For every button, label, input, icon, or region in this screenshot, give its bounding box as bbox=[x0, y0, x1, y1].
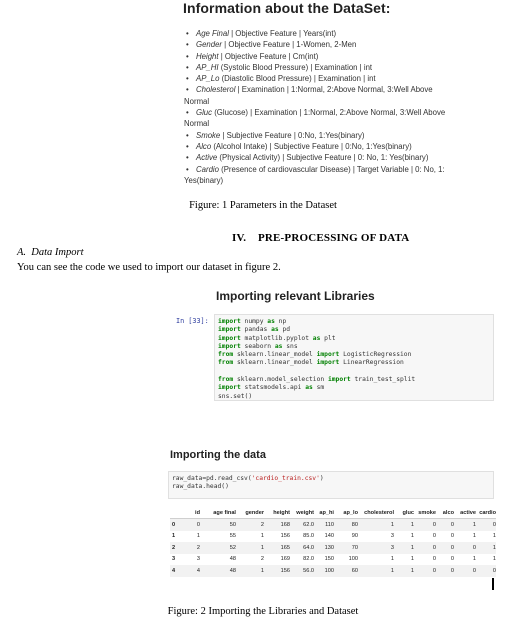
table-cell: 3 bbox=[358, 542, 394, 554]
bullet-icon: • bbox=[186, 153, 189, 163]
field-description: | Objective Feature | Cm(int) bbox=[218, 51, 319, 61]
table-cell: 2 bbox=[236, 519, 264, 531]
field-name: Cardio bbox=[196, 164, 219, 174]
bullet-icon: • bbox=[186, 108, 189, 118]
field-description: (Alcohol Intake) | Subjective Feature | 0:No, 1:Yes(binary) bbox=[211, 141, 412, 151]
text-cursor bbox=[492, 578, 494, 590]
field-name: Alco bbox=[196, 141, 212, 151]
field-description: (Physical Activity) | Subjective Feature | 0: No, 1: Yes(binary) bbox=[217, 153, 429, 163]
dataframe-table bbox=[170, 507, 496, 577]
code-line bbox=[218, 368, 490, 376]
dataset-field-item bbox=[184, 152, 484, 163]
table-cell: 0 bbox=[476, 519, 496, 531]
table-row bbox=[170, 519, 496, 531]
table-cell: 1 bbox=[454, 519, 476, 531]
dataset-field-item bbox=[184, 39, 484, 50]
field-name: Gender bbox=[196, 40, 223, 50]
field-name: AP_Lo bbox=[196, 74, 220, 84]
table-cell: 4 bbox=[182, 565, 200, 577]
table-cell: 1 bbox=[394, 542, 414, 554]
field-description-continued: Yes(binary) bbox=[184, 175, 224, 185]
column-header: gender bbox=[236, 507, 264, 519]
bullet-icon: • bbox=[186, 40, 189, 50]
table-cell: 0 bbox=[454, 565, 476, 577]
bullet-icon: • bbox=[186, 141, 189, 151]
table-cell: 90 bbox=[351, 533, 358, 540]
field-name: Height bbox=[196, 51, 219, 61]
table-row bbox=[170, 542, 496, 554]
body-paragraph: You can see the code we used to import our dataset in figure 2. bbox=[17, 262, 281, 273]
row-index: 1 bbox=[172, 533, 176, 540]
table-cell: 0 bbox=[454, 542, 476, 554]
table-cell: 1 bbox=[390, 556, 394, 563]
table-cell: 0 bbox=[432, 556, 436, 563]
row-index: 4 bbox=[170, 565, 182, 577]
dataset-field-item bbox=[184, 51, 484, 62]
table-cell: 1 bbox=[472, 533, 476, 540]
code-line: sns.set() bbox=[218, 392, 253, 400]
row-index: 2 bbox=[170, 542, 182, 554]
table-cell: 3 bbox=[196, 556, 200, 563]
table-cell: 100 bbox=[314, 565, 334, 577]
column-header: height bbox=[264, 507, 290, 519]
table-row bbox=[170, 565, 496, 577]
table-cell: 1 bbox=[410, 533, 414, 540]
field-description-continued: Normal bbox=[184, 96, 210, 106]
field-description: | Examination | 1:Normal, 2:Above Normal, 3:Well Above bbox=[235, 85, 433, 95]
column-header: ap_hi bbox=[314, 507, 334, 519]
bullet-icon: • bbox=[186, 74, 189, 84]
table-cell: 169 bbox=[280, 556, 290, 563]
field-name: Smoke bbox=[196, 130, 221, 140]
field-description-continued: Normal bbox=[184, 119, 210, 129]
dataset-field-item bbox=[184, 164, 484, 175]
table-cell: 140 bbox=[324, 533, 334, 540]
cell-prompt: In [33]: bbox=[176, 317, 209, 325]
bullet-icon: • bbox=[186, 130, 189, 140]
dataset-field-item bbox=[184, 130, 484, 141]
table-cell: 1 bbox=[394, 565, 414, 577]
column-header: active bbox=[454, 507, 476, 519]
libraries-heading: Importing relevant Libraries bbox=[216, 289, 375, 303]
table-cell: 70 bbox=[334, 542, 358, 554]
table-cell: 0 bbox=[476, 565, 496, 577]
field-name: Age Final bbox=[196, 29, 229, 38]
table-cell: 50 bbox=[200, 519, 236, 531]
column-header: smoke bbox=[414, 507, 436, 519]
dataset-info-title: Information about the DataSet: bbox=[183, 0, 391, 16]
code-cell-libraries[interactable] bbox=[214, 314, 494, 401]
table-cell: 156 bbox=[264, 565, 290, 577]
table-cell: 3 bbox=[390, 533, 394, 540]
field-description: | Objective Feature | Years(int) bbox=[228, 29, 337, 38]
table-cell: 1 bbox=[260, 533, 264, 540]
field-name: AP_HI bbox=[196, 62, 219, 72]
subsection-heading: A. Data Import bbox=[17, 247, 84, 258]
section-heading: IV. PRE-PROCESSING OF DATA bbox=[232, 232, 410, 244]
table-cell: 56.0 bbox=[290, 565, 314, 577]
bullet-icon: • bbox=[186, 85, 189, 95]
bullet-icon: • bbox=[186, 62, 189, 72]
table-cell: 55 bbox=[229, 533, 236, 540]
table-cell: 48 bbox=[200, 565, 236, 577]
table-cell: 48 bbox=[229, 556, 236, 563]
dataset-info-list bbox=[184, 28, 484, 186]
table-cell: 1 bbox=[358, 519, 394, 531]
field-description: (Systolic Blood Pressure) | Examination | int bbox=[218, 62, 373, 72]
field-name: Active bbox=[196, 153, 218, 163]
field-name: Cholesterol bbox=[196, 85, 236, 95]
table-cell: 0 bbox=[414, 519, 436, 531]
field-name: Gluc bbox=[196, 108, 213, 118]
column-header bbox=[170, 507, 182, 519]
code-line: import matplotlib.pyplot as plt bbox=[218, 334, 336, 342]
table-row bbox=[170, 531, 496, 543]
bullet-icon: • bbox=[186, 29, 189, 38]
code-line: from sklearn.linear_model import LinearRegression bbox=[218, 359, 404, 367]
table-cell: 1 bbox=[492, 533, 496, 540]
table-cell: 1 bbox=[476, 542, 496, 554]
bullet-icon: • bbox=[186, 164, 189, 174]
code-text bbox=[169, 472, 493, 495]
code-line: raw_data=pd.read_csv('cardio_train.csv') bbox=[172, 475, 324, 482]
row-index: 3 bbox=[172, 556, 176, 563]
table-cell: 1 bbox=[358, 565, 394, 577]
table-cell: 1 bbox=[196, 533, 200, 540]
code-line: raw_data.head() bbox=[172, 483, 229, 491]
table-cell: 2 bbox=[260, 556, 264, 563]
field-description: | Subjective Feature | 0:No, 1:Yes(binary) bbox=[220, 130, 365, 140]
column-header: alco bbox=[436, 507, 454, 519]
table-cell: 80 bbox=[334, 519, 358, 531]
table-cell: 156 bbox=[280, 533, 290, 540]
table-cell: 168 bbox=[264, 519, 290, 531]
table-cell: 52 bbox=[200, 542, 236, 554]
field-description: (Presence of cardiovascular Disease) | Target Variable | 0: No, 1: bbox=[218, 164, 445, 174]
code-line: import pandas as pd bbox=[218, 326, 291, 334]
field-description: (Glucose) | Examination | 1:Normal, 2:Above Normal, 3:Well Above bbox=[212, 108, 446, 118]
dataset-field-item bbox=[184, 62, 484, 73]
import-data-heading: Importing the data bbox=[170, 449, 266, 461]
dataset-field-item bbox=[184, 84, 484, 95]
column-header: ap_lo bbox=[334, 507, 358, 519]
field-description: (Diastolic Blood Pressure) | Examination | int bbox=[219, 74, 376, 84]
dataset-field-item bbox=[184, 141, 484, 152]
table-cell: 1 bbox=[492, 556, 496, 563]
table-cell: 0 bbox=[436, 542, 454, 554]
code-line: import numpy as np bbox=[218, 318, 287, 325]
code-line: from sklearn.model_selection import train_test_split bbox=[218, 376, 416, 384]
table-cell: 0 bbox=[414, 542, 436, 554]
figure-1-caption: Figure: 1 Parameters in the Dataset bbox=[189, 200, 337, 211]
table-cell: 130 bbox=[314, 542, 334, 554]
table-cell: 1 bbox=[236, 565, 264, 577]
table-row bbox=[170, 554, 496, 566]
figure-2-caption: Figure: 2 Importing the Libraries and Dataset bbox=[167, 606, 359, 617]
table-cell: 0 bbox=[432, 533, 436, 540]
table-cell: 2 bbox=[182, 542, 200, 554]
table-cell: 60 bbox=[334, 565, 358, 577]
table-cell: 0 bbox=[436, 519, 454, 531]
table-cell: 0 bbox=[450, 533, 454, 540]
bullet-icon: • bbox=[186, 51, 189, 61]
table-cell: 1 bbox=[472, 556, 476, 563]
table-cell: 0 bbox=[450, 556, 454, 563]
column-header: weight bbox=[290, 507, 314, 519]
column-header: id bbox=[182, 507, 200, 519]
table-cell: 1 bbox=[236, 542, 264, 554]
field-description: | Objective Feature | 1-Women, 2-Men bbox=[222, 40, 357, 50]
table-cell: 100 bbox=[348, 556, 358, 563]
column-header: cholesterol bbox=[358, 507, 394, 519]
table-cell: 110 bbox=[314, 519, 334, 531]
table-cell: 0 bbox=[182, 519, 200, 531]
table-cell: 82.0 bbox=[303, 556, 314, 563]
column-header: gluc bbox=[394, 507, 414, 519]
table-cell: 1 bbox=[394, 519, 414, 531]
column-header: cardio bbox=[476, 507, 496, 519]
dataset-field-item bbox=[184, 73, 484, 84]
column-header: age final bbox=[200, 507, 236, 519]
table-cell: 64.0 bbox=[290, 542, 314, 554]
dataset-field-item bbox=[184, 28, 484, 39]
table-cell: 165 bbox=[264, 542, 290, 554]
table-cell: 0 bbox=[414, 565, 436, 577]
code-line: import statsmodels.api as sm bbox=[218, 384, 325, 392]
table-cell: 85.0 bbox=[303, 533, 314, 540]
dataset-field-item bbox=[184, 107, 484, 118]
row-index: 0 bbox=[170, 519, 182, 531]
code-text bbox=[215, 315, 493, 404]
code-cell-import[interactable] bbox=[168, 471, 494, 499]
table-cell: 150 bbox=[324, 556, 334, 563]
table-cell: 0 bbox=[436, 565, 454, 577]
code-line: import seaborn as sns bbox=[218, 342, 298, 350]
code-line: from sklearn.linear_model import LogisticRegression bbox=[218, 351, 412, 359]
table-cell: 62.0 bbox=[290, 519, 314, 531]
table-cell: 1 bbox=[410, 556, 414, 563]
